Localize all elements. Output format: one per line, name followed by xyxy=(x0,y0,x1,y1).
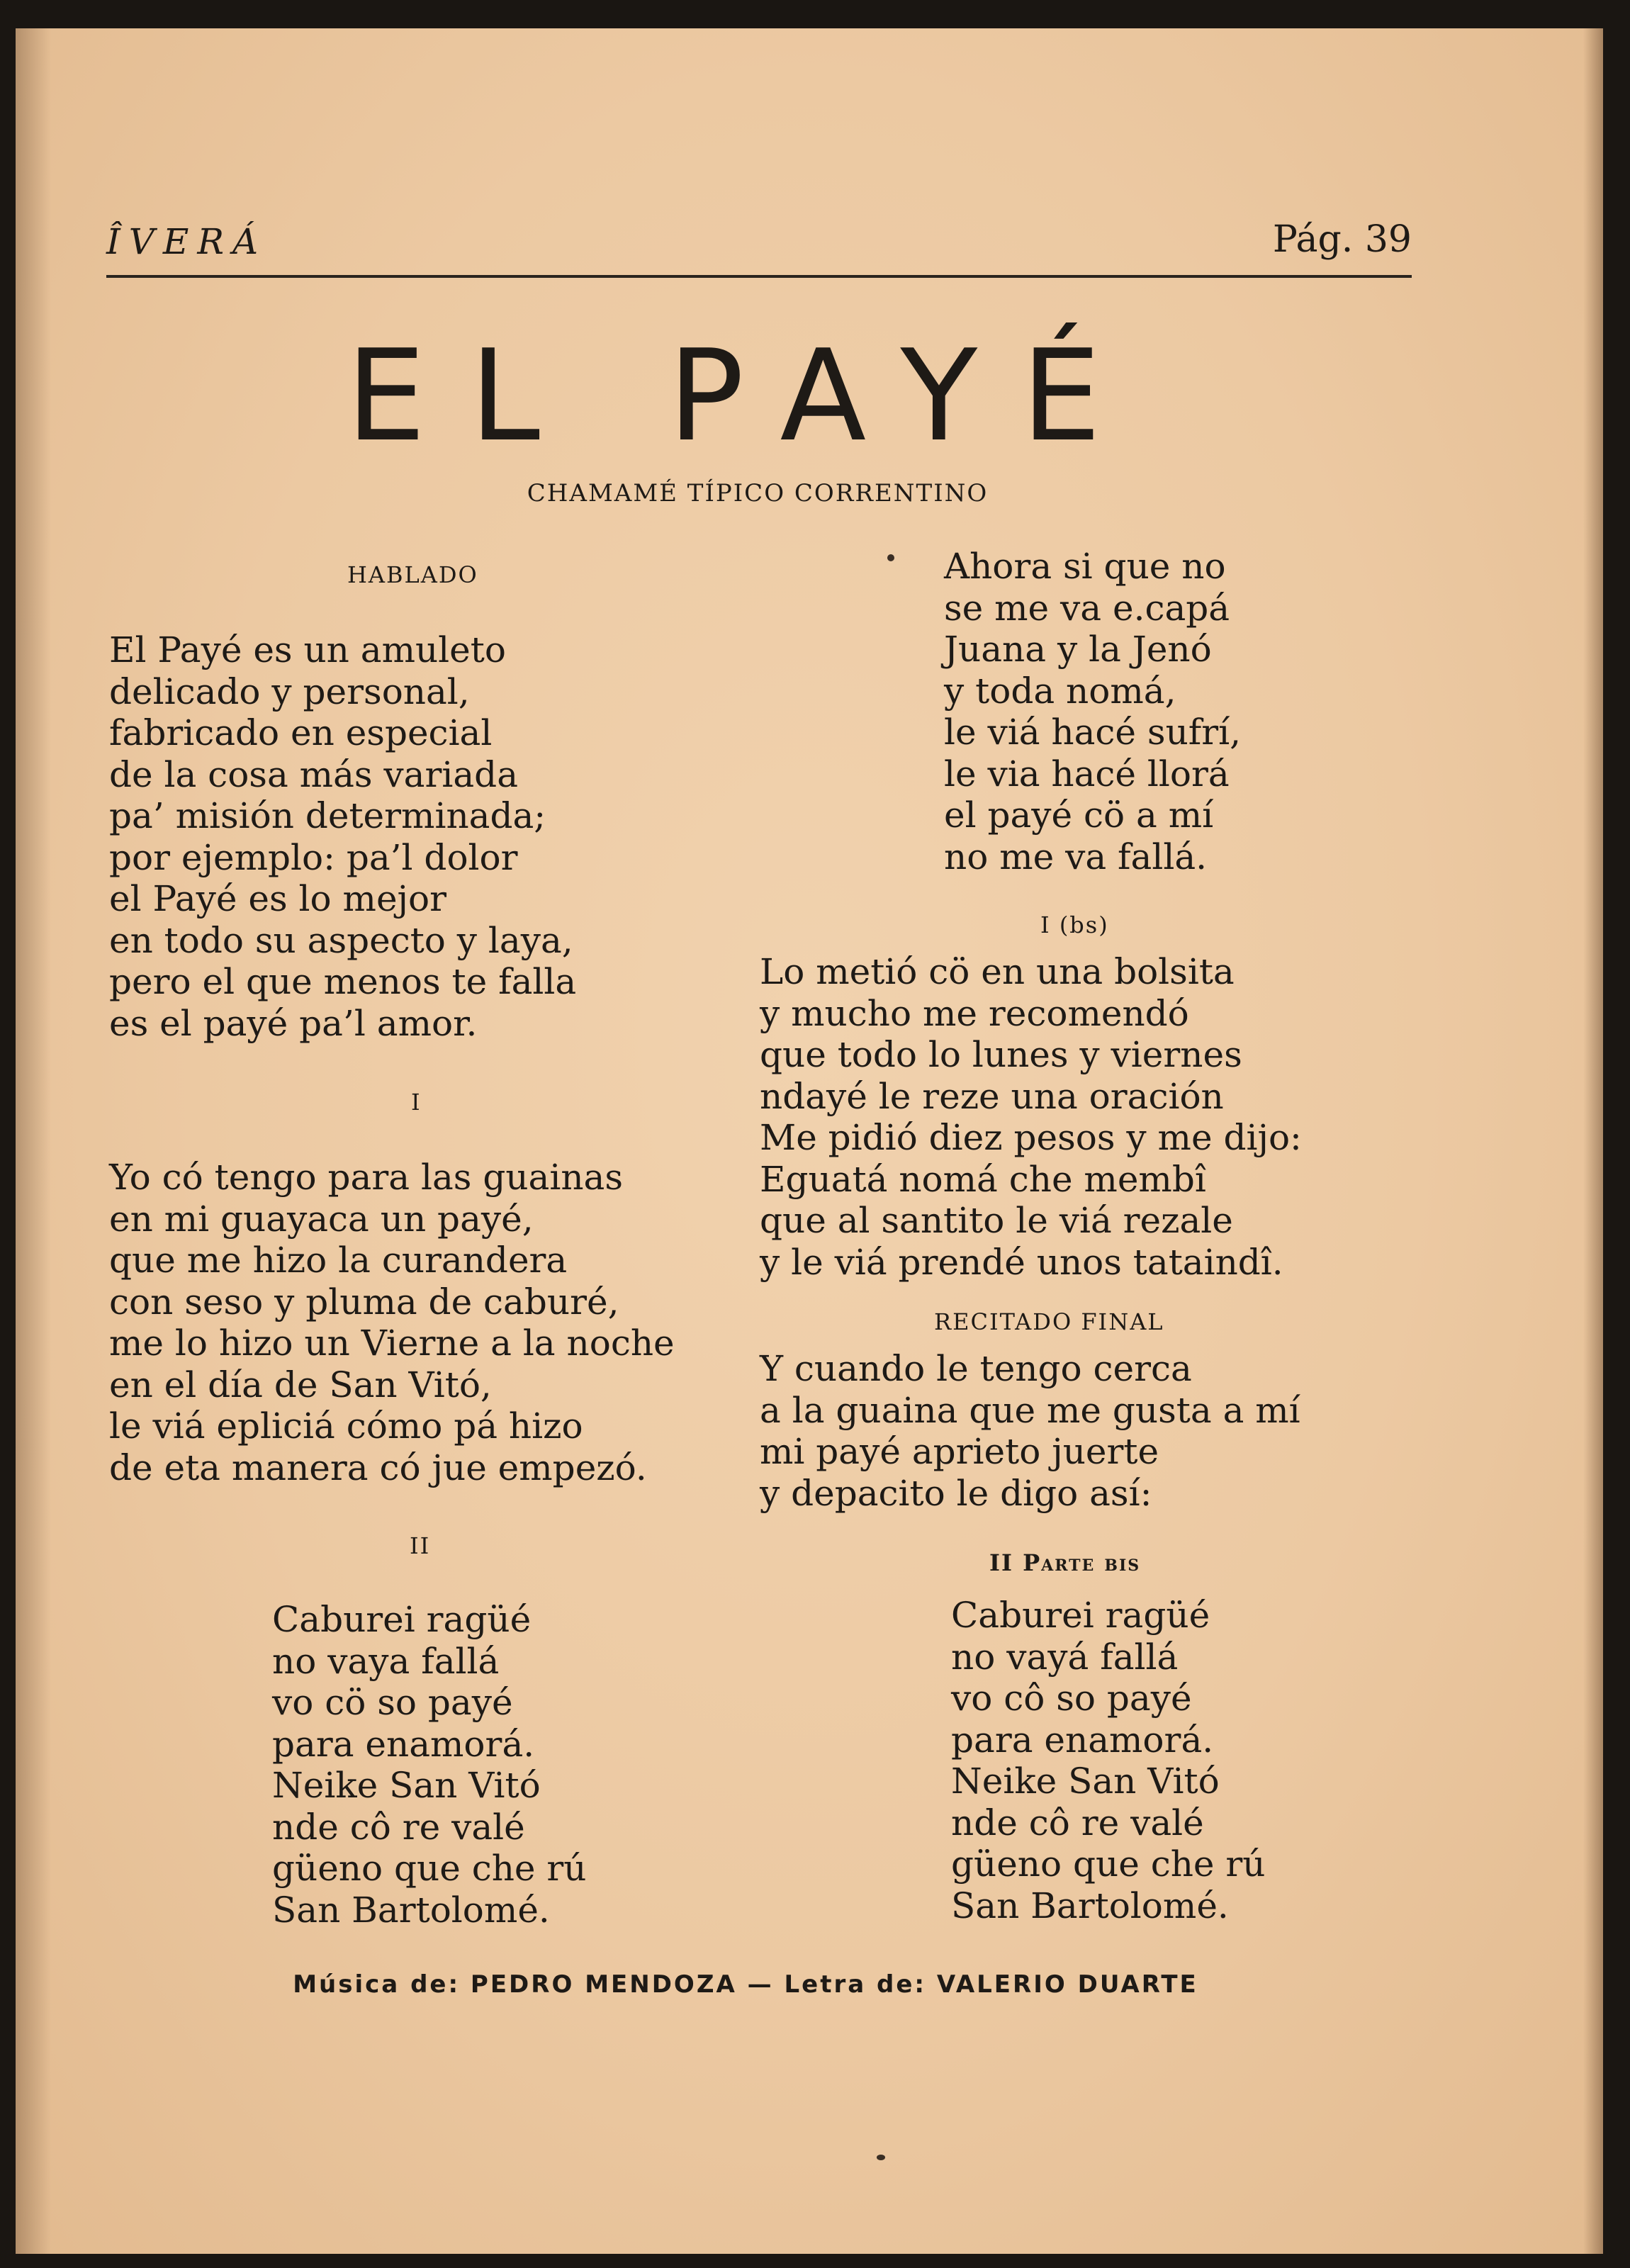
verse-line: le viá hacé sufrí, xyxy=(944,712,1242,753)
verse-line: para enamorá. xyxy=(951,1719,1214,1761)
stanza-part-1-bis xyxy=(760,951,1302,1283)
verse-line: no me va fallá. xyxy=(944,836,1208,877)
verse-line: El Payé es un amuleto xyxy=(109,629,506,670)
stanza-right-1 xyxy=(944,546,1241,877)
verse-line: nde cô re valé xyxy=(951,1802,1204,1843)
verse-line: güeno que che rú xyxy=(272,1848,587,1889)
verse-line: Ahora si que no xyxy=(944,546,1226,587)
verse-line: ndayé le reze una oración xyxy=(760,1075,1224,1117)
heading-hablado: HABLADO xyxy=(347,561,478,588)
verse-line: que todo lo lunes y viernes xyxy=(760,1034,1242,1075)
verse-line: en todo su aspecto y laya, xyxy=(109,919,573,961)
header-rule xyxy=(106,275,1412,278)
paper-speck xyxy=(887,554,894,561)
verse-line: Neike San Vitó xyxy=(272,1765,541,1806)
heading-part-1: I xyxy=(411,1089,422,1116)
verse-line: güeno que che rú xyxy=(951,1843,1266,1885)
verse-line: me lo hizo un Vierne a la noche xyxy=(109,1323,675,1364)
verse-line: Me pidió diez pesos y me dijo: xyxy=(760,1117,1302,1158)
verse-line: no vaya fallá xyxy=(272,1640,500,1682)
verse-line: San Bartolomé. xyxy=(272,1889,550,1931)
verse-line: en el día de San Vitó, xyxy=(109,1364,492,1405)
heading-part-2: II xyxy=(410,1532,431,1559)
verse-line: Lo metió cö en una bolsita xyxy=(760,951,1235,992)
verse-line: San Bartolomé. xyxy=(951,1885,1229,1926)
verse-line: es el payé pa’l amor. xyxy=(109,1002,478,1044)
running-head: ÎVERÁ xyxy=(106,221,267,262)
verse-line: vo cö so payé xyxy=(272,1682,513,1723)
verse-line: le viá epliciá cómo pá hizo xyxy=(109,1405,583,1447)
stanza-part-1 xyxy=(109,1157,675,1488)
heading-recitado-final: RECITADO FINAL xyxy=(934,1308,1164,1335)
stanza-recitado-final xyxy=(760,1348,1300,1514)
page-number: Pág. 39 xyxy=(1272,218,1412,261)
verse-line: fabricado en especial xyxy=(109,712,493,753)
verse-line: Y cuando le tengo cerca xyxy=(760,1348,1192,1389)
verse-line: para enamorá. xyxy=(272,1723,535,1765)
verse-line: se me va e.capá xyxy=(944,587,1230,629)
heading-part-1-bis: I (bs) xyxy=(1040,911,1109,938)
verse-line: de la cosa más variada xyxy=(109,753,519,795)
verse-line: en mi guayaca un payé, xyxy=(109,1198,534,1240)
verse-line: el payé cö a mí xyxy=(944,795,1214,836)
page-edge-shadow xyxy=(1583,28,1603,2254)
verse-line: Juana y la Jenó xyxy=(944,629,1212,670)
verse-line: vo cô so payé xyxy=(951,1678,1192,1719)
verse-line: que al santito le viá rezale xyxy=(760,1200,1233,1241)
verse-line: Neike San Vitó xyxy=(951,1761,1220,1802)
verse-line: nde cô re valé xyxy=(272,1806,525,1848)
verse-line: no vayá fallá xyxy=(951,1636,1179,1678)
song-title: EL PAYÉ xyxy=(346,322,1145,469)
verse-line: y mucho me recomendó xyxy=(760,992,1189,1034)
verse-line: y le viá prendé unos tataindî. xyxy=(760,1241,1283,1283)
heading-part-2-bis: II Parte bis xyxy=(989,1549,1141,1576)
verse-line: que me hizo la curandera xyxy=(109,1240,568,1281)
verse-line: mi payé aprieto juerte xyxy=(760,1431,1159,1472)
verse-line: pero el que menos te falla xyxy=(109,961,577,1002)
verse-line: delicado y personal, xyxy=(109,670,470,712)
verse-line: con seso y pluma de caburé, xyxy=(109,1281,619,1323)
verse-line: Eguatá nomá che membî xyxy=(760,1158,1206,1200)
verse-line: a la guaina que me gusta a mí xyxy=(760,1389,1300,1431)
credits-line: Música de: PEDRO MENDOZA — Letra de: VALERIO DUARTE xyxy=(293,1970,1198,1999)
stanza-part-2 xyxy=(272,1599,586,1931)
verse-line: y toda nomá, xyxy=(944,670,1176,712)
verse-line: por ejemplo: pa’l dolor xyxy=(109,836,518,878)
verse-line: Caburei ragüé xyxy=(951,1595,1210,1636)
verse-line: y depacito le digo así: xyxy=(760,1472,1152,1514)
verse-line: el Payé es lo mejor xyxy=(109,878,447,919)
verse-line: Yo có tengo para las guainas xyxy=(109,1157,623,1198)
stanza-part-2-bis xyxy=(951,1595,1265,1926)
verse-line: le via hacé llorá xyxy=(944,753,1230,795)
song-subtitle: CHAMAMÉ TÍPICO CORRENTINO xyxy=(527,479,989,507)
book-page xyxy=(16,28,1603,2254)
verse-line: de eta manera có jue empezó. xyxy=(109,1447,647,1488)
paper-speck xyxy=(877,2155,885,2160)
verse-line: Caburei ragüé xyxy=(272,1599,532,1640)
verse-line: pa’ misión determinada; xyxy=(109,795,546,836)
stanza-hablado xyxy=(109,629,576,1044)
